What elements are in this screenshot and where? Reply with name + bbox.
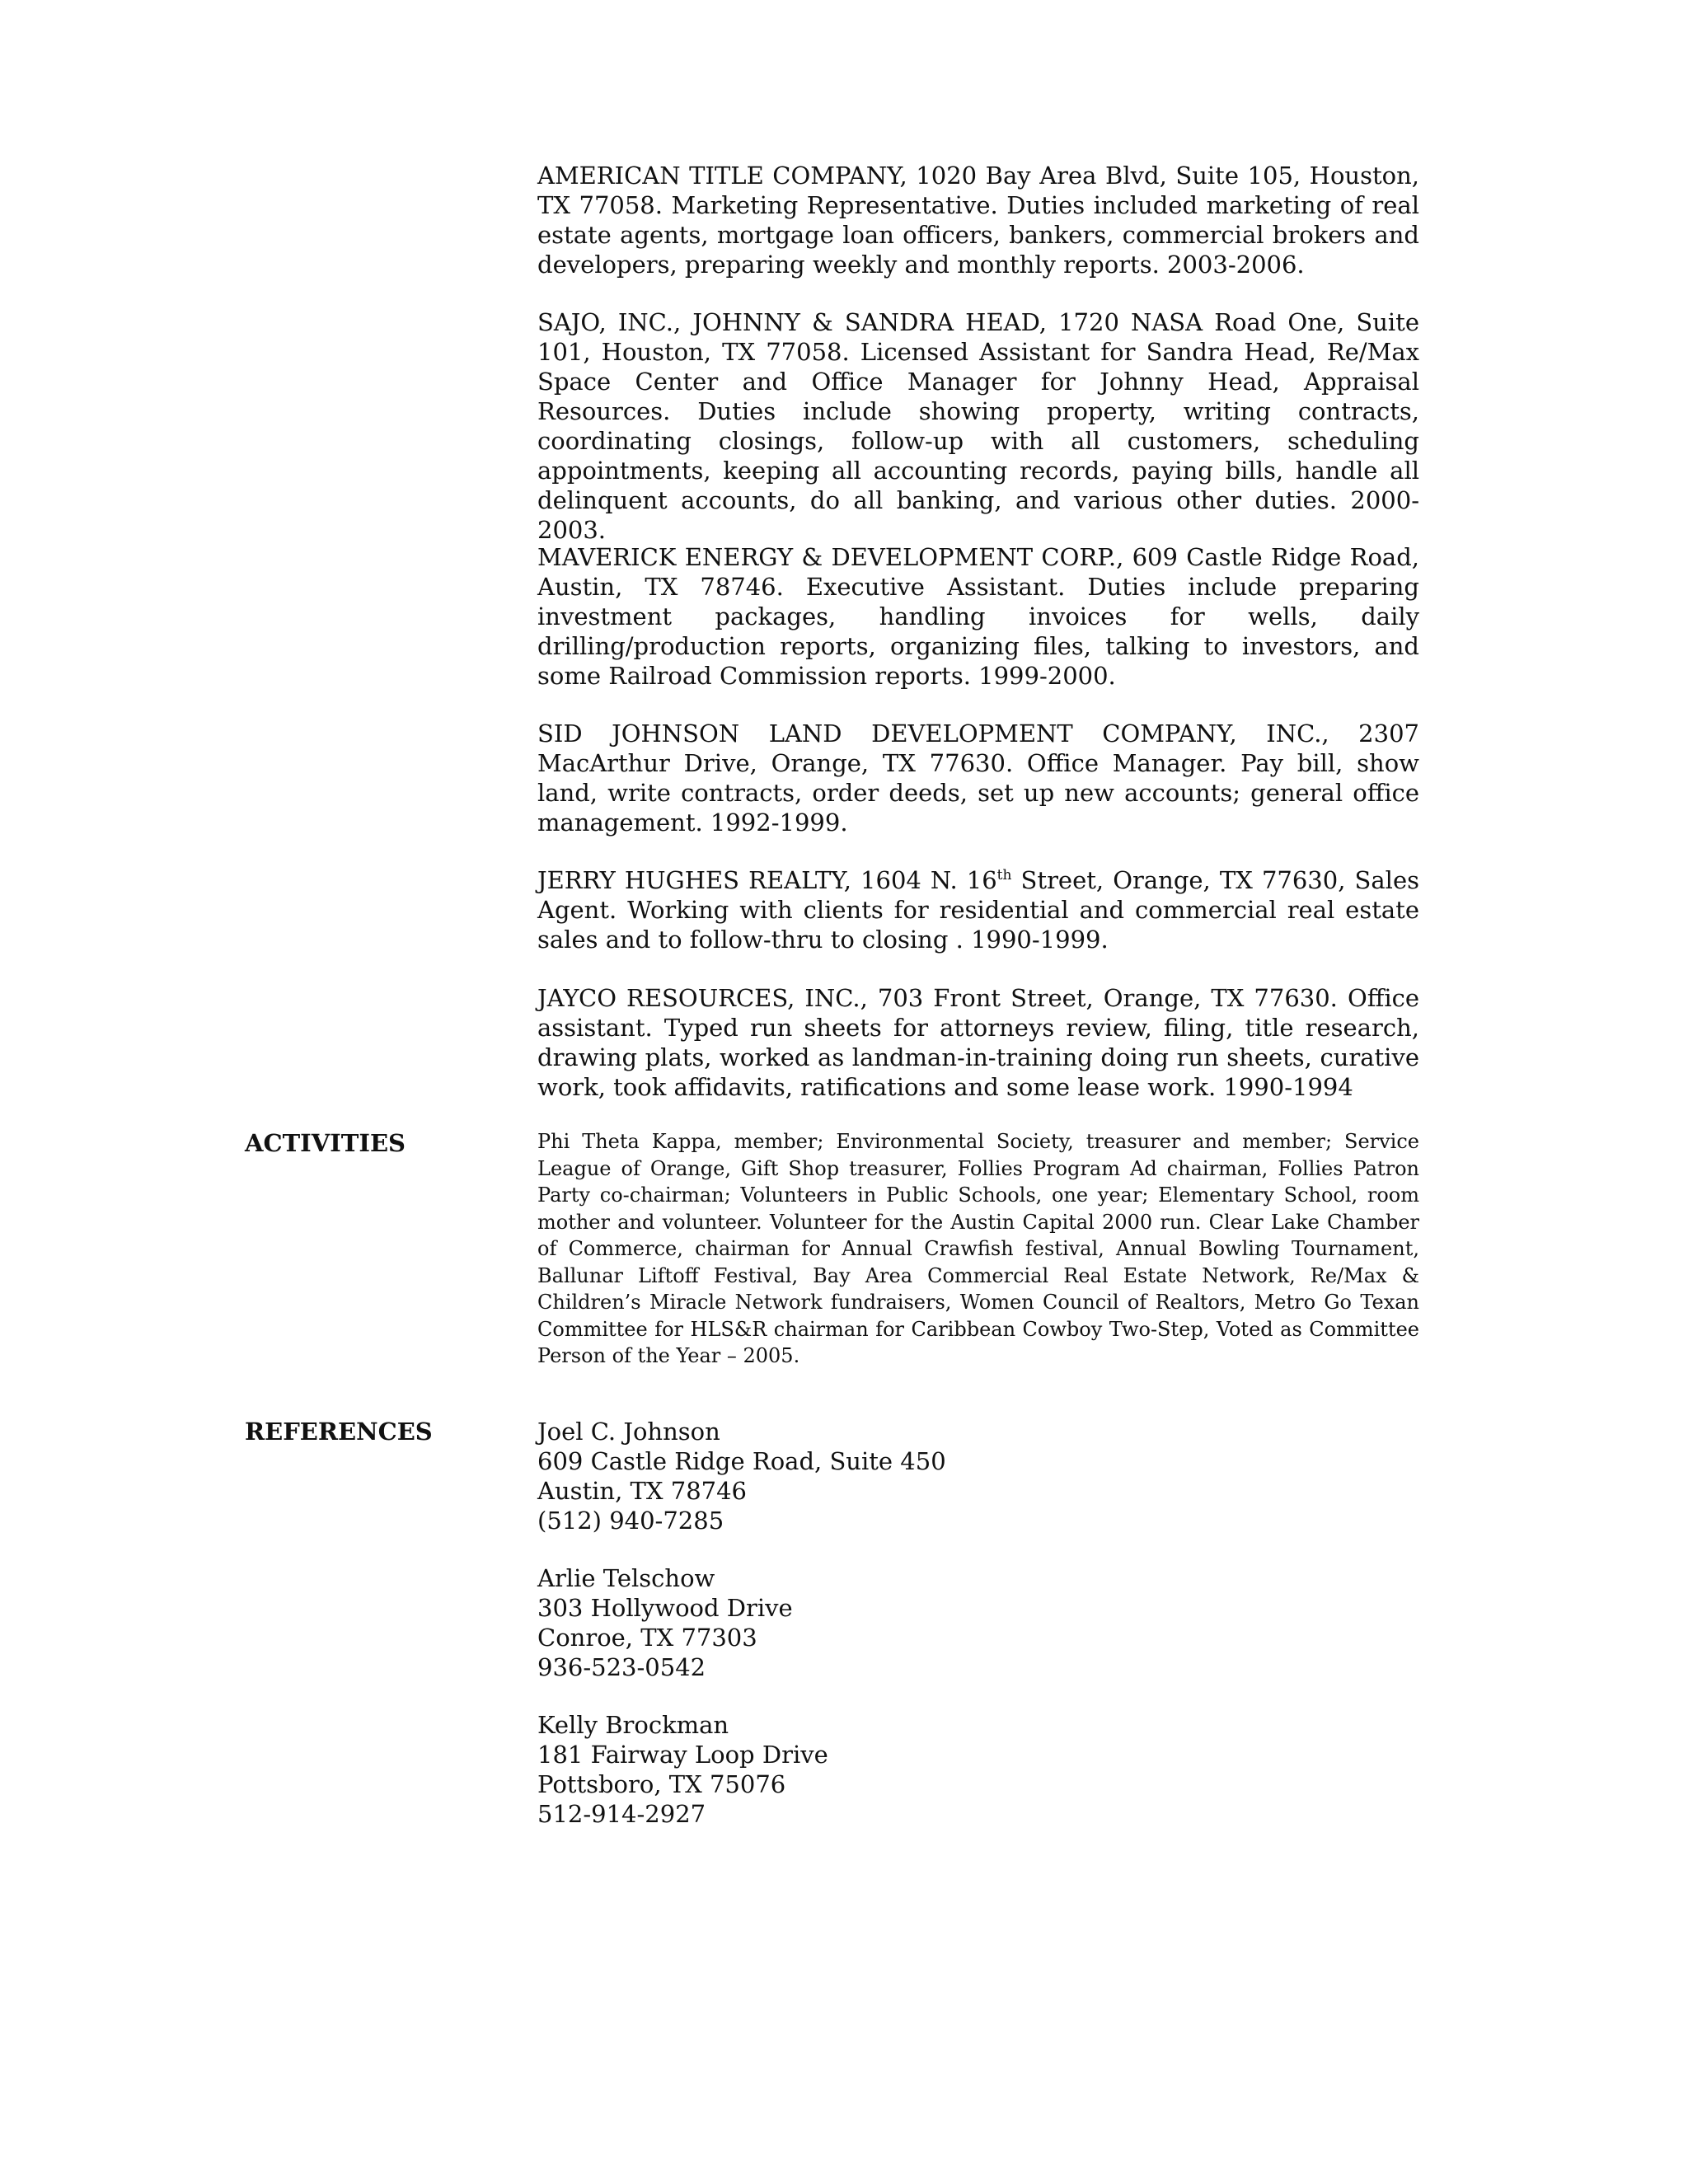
reference-address: 181 Fairway Loop Drive xyxy=(537,1741,828,1769)
reference-phone: (512) 940-7285 xyxy=(537,1507,724,1535)
ordinal-suffix: th xyxy=(996,867,1012,883)
reference-3 xyxy=(537,1710,828,1829)
experience-entry-jerry-hughes xyxy=(537,865,1419,954)
reference-phone: 512-914-2927 xyxy=(537,1800,706,1828)
reference-name: Arlie Telschow xyxy=(537,1564,715,1592)
reference-city: Pottsboro, TX 75076 xyxy=(537,1770,786,1798)
reference-2 xyxy=(537,1563,793,1682)
experience-entry-sid-johnson: SID JOHNSON LAND DEVELOPMENT COMPANY, INC., 2307 MacArthur Drive, Orange, TX 77630. Office Manager. Pay bill, show land, write contracts, order deeds, set up new accounts; general office management. 1992-1999. xyxy=(537,719,1419,837)
reference-name: Joel C. Johnson xyxy=(537,1418,720,1446)
reference-city: Austin, TX 78746 xyxy=(537,1477,748,1505)
reference-1 xyxy=(537,1417,946,1535)
entry-text-part: JERRY HUGHES REALTY, 1604 N. 16 xyxy=(537,866,997,894)
reference-phone: 936-523-0542 xyxy=(537,1653,706,1681)
experience-entry-jayco: JAYCO RESOURCES, INC., 703 Front Street, Orange, TX 77630. Office assistant. Typed run sheets for attorneys review, filing, title research, drawing plats, worked as landman-in-training doing run sheets, curative work, took affidavits, ratifications and some lease work. 1990-1994 xyxy=(537,984,1419,1101)
activities-heading: ACTIVITIES xyxy=(245,1129,406,1157)
experience-entry-sajo: SAJO, INC., JOHNNY & SANDRA HEAD, 1720 NASA Road One, Suite 101, Houston, TX 77058. Licensed Assistant for Sandra Head, Re/Max Space Center and Office Manager for Johnny Head, Appraisal Resources. Duties include showing property, writing contracts, coordinating closings, follow-up with all customers, scheduling appointments, keeping all accounting records, paying bills, handle all delinquent accounts, do all banking, and various other duties. 2000-2003. xyxy=(537,308,1419,544)
reference-address: 303 Hollywood Drive xyxy=(537,1594,793,1622)
entry-text-part: Street, Orange, TX 77630, Sales Agent. Working with clients for residential and commercial real estate sales and to follow-thru to closing . 1990-1999. xyxy=(537,866,1419,954)
reference-city: Conroe, TX 77303 xyxy=(537,1624,757,1652)
reference-name: Kelly Brockman xyxy=(537,1711,729,1739)
reference-address: 609 Castle Ridge Road, Suite 450 xyxy=(537,1447,946,1475)
experience-entry-maverick: MAVERICK ENERGY & DEVELOPMENT CORP., 609 Castle Ridge Road, Austin, TX 78746. Executive Assistant. Duties include preparing investment packages, handling invoices for wells, daily drilling/production reports, organizing files, talking to investors, and some Railroad Commission reports. 1999-2000. xyxy=(537,543,1419,690)
activities-text: Phi Theta Kappa, member; Environmental Society, treasurer and member; Service League of Orange, Gift Shop treasurer, Follies Program Ad chairman, Follies Patron Party co-chairman; Volunteers in Public Schools, one year; Elementary School, room mother and volunteer. Volunteer for the Austin Capital 2000 run. Clear Lake Chamber of Commerce, chairman for Annual Crawfish festival, Annual Bowling Tournament, Ballunar Liftoff Festival, Bay Area Commercial Real Estate Network, Re/Max & Children’s Miracle Network fundraisers, Women Council of Realtors, Metro Go Texan Committee for HLS&R chairman for Caribbean Cowboy Two-Step, Voted as Committee Person of the Year – 2005. xyxy=(537,1130,1419,1367)
experience-entry-american-title: AMERICAN TITLE COMPANY, 1020 Bay Area Blvd, Suite 105, Houston, TX 77058. Marketing Representative. Duties included marketing of real estate agents, mortgage loan officers, bankers, commercial brokers and developers, preparing weekly and monthly reports. 2003-2006. xyxy=(537,162,1419,279)
references-heading: REFERENCES xyxy=(245,1418,433,1446)
